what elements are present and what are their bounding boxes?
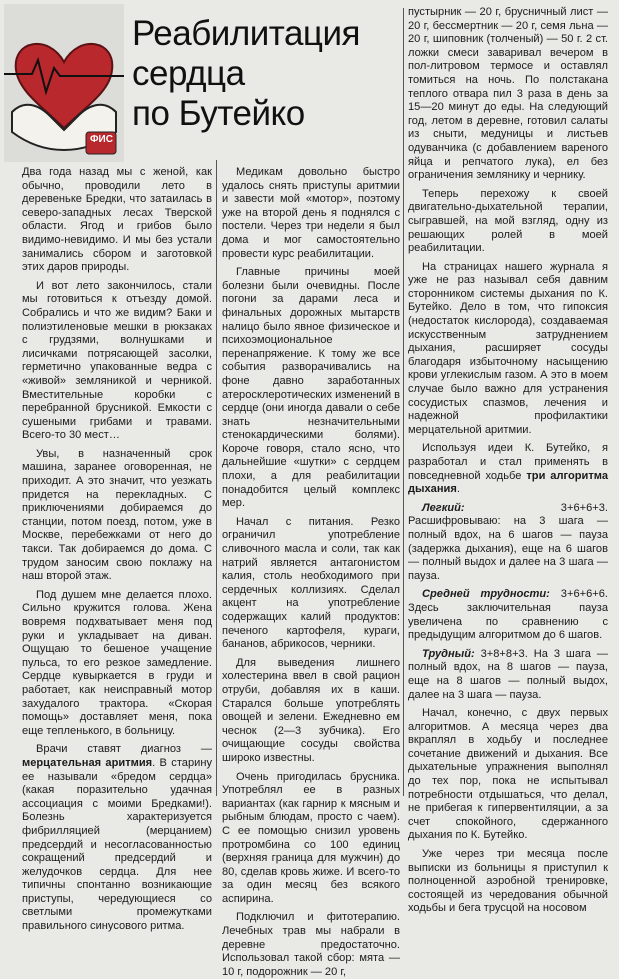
text: 3+6+6+6. Здесь заключительная пауза увеличена по сравнению с предыдущим алгоритмом до 6 шагов. xyxy=(408,588,609,642)
article-column-3 xyxy=(408,6,609,915)
paragraph xyxy=(408,502,608,584)
algorithm-label: Трудный: xyxy=(422,647,475,660)
title-line-2: сердца xyxy=(132,54,245,93)
paragraph: Увы, в назначенный срок машина, заранее оговоренная, не приходит. А это значит, что уезжать придется на перекладных. С приключениями добираемся до станции, потом поезд, потом, уже в Москве, перебежками от него до такси. Так добираемся до дома. С трудом заносим свою поклажу на наш второй этаж. xyxy=(22,447,212,583)
text: 3+8+8+3. На 3 шага — полный вдох, на 8 шагов — пауза, еще на 8 шагов — полный выдох, далее на 3 шага — пауза. xyxy=(408,647,608,701)
paragraph: На страницах нашего журнала я уже не раз называл себя давним сторонником системы дыхания по К. Бутейко. Дело в том, что гипоксия (недостаток кислорода), создаваемая искусственным затруднением дыхания, расширяет сосуды благодаря избыточному насыщению крови углекислым газом. А это в моем случае было важно для устранения сосудистых спазмов, лечения и надежной профилактики мерцательной аритмии. xyxy=(408,260,608,436)
algorithm-label: Легкий: xyxy=(422,501,465,514)
paragraph: Подключил и фитотерапию. Лечебных трав мы набрали в деревне предостаточно. Использовал такой сбор: мята — 10 г, подорожник — 20 г, xyxy=(222,911,400,978)
paragraph xyxy=(408,442,608,496)
paragraph xyxy=(22,743,212,933)
paragraph: Для выведения лишнего холестерина ввел в свой рацион отруби, добавляя их в каши. Старался больше употреблять овощей и зелени. Ежедневно ем чеснок (2—3 зубчика). Его очищающие сосуды свойства широко известны. xyxy=(222,656,400,764)
column-divider xyxy=(216,160,217,796)
paragraph xyxy=(408,588,608,642)
diagnosis-term: мерцательная аритмия xyxy=(22,756,153,769)
paragraph: Очень пригодилась брусника. Употреблял ее в разных вариантах (как гарнир к мясным и рыбным блюдам, просто с чаем). С ее помощью снизил уровень протромбина со 100 единиц (верхняя граница для мужчин) до 80, сделав кровь жиже. И всего-то за один месяц без всякого аспирина. xyxy=(222,770,400,905)
paragraph: Под душем мне делается плохо. Сильно кружится голова. Жена вовремя подхватывает меня под руки и укладывает на диван. Ощущаю то бешеное учащение пульса, то его резкое замедление. Сердце кувыркается в груди и работает, как неисправный мотор захудалого трактора. «Скорая помощь» доставляет меня, пока еще тепленького, в больницу. xyxy=(22,588,212,737)
article-column-2 xyxy=(222,166,400,978)
title-line-1: Реабилитация xyxy=(132,14,360,53)
paragraph xyxy=(408,648,608,702)
paragraph: пустырник — 20 г, брусничный лист — 20 г, бессмертник — 20 г, семя льна — 20 г, шиповник (толченый) — 50 г. 2 ст. ложки смеси заваривал вечером в пол-литровом термосе и оставлял томиться на ночь. По полстакана теплого отвара пил 3 раза в день за 15—20 минут до еды. На следующий год, летом в деревне, готовил салаты из сныти, медуницы и листьев одуванчика (с добавлением вареного яйца и репчатого лука), ел без ограничения землянику и чернику. xyxy=(408,6,608,182)
text: . В старину ее называли «бредом сердца» (какая поразительно удачная ассоциация с моими Бредками!). Болезнь характеризуется фибрилляцией (мерцанием) предсердий и несогласованностью сокращений предсердий и желудочков сердца. Для нее типичны спонтанно возникающие приступы, чередующиеся со светлыми промежутками правильного синусового ритма. xyxy=(22,756,213,933)
article-column-1 xyxy=(22,166,213,933)
paragraph: Теперь перехожу к своей двигательно-дыхательной терапии, сыгравшей, на мой взгляд, одну из решающих ролей в моей реабилитации. xyxy=(408,187,608,255)
logo-badge: ФИС xyxy=(90,134,113,145)
paragraph: Два года назад мы с женой, как обычно, проводили лето в деревеньке Бредки, что затаилась в северо-западных лесах Тверской области. Ягод и грибов было видимо-невидимо. И мы без устали занимались сбором и заготовкой этих даров природы. xyxy=(22,166,212,274)
column-divider xyxy=(403,8,404,796)
paragraph: Уже через три месяца после выписки из больницы я приступил к полноценной аэробной тренировке, состоящей из чередования обычной ходьбы и бега трусцой на носовом xyxy=(408,848,608,915)
paragraph: Главные причины моей болезни были очевидны. После погони за дарами леса и финальных дорожных мытарств налицо было явное физическое и психоэмоциональное перенапряжение. К тому же все события разворачивались на фоне давно заработанных атеросклеротических изменений в сердце (они иногда давали о себе знать незначительными стенокардическими болями). Короче говоря, стало ясно, что дальнейшие «шутки» с сердцем плохи, а для реабилитации понадобится целый комплекс мер. xyxy=(222,266,400,510)
text: Используя идеи К. Бутейко, я разработал и стал применять в повседневной ходьбе xyxy=(408,442,608,482)
paragraph: Начал, конечно, с двух первых алгоритмов. А месяца через два вкраплял в ходьбу и последнее сочетание движений и дыхания. Все дыхательные упражнения выполнял до тех пор, пока не испытывал потребности отдышаться, что делал, не прибегая к гипервентиляции, а за счет спокойного, сдержанного дыхания по К. Бутейко. xyxy=(408,707,608,842)
text: . xyxy=(456,483,460,496)
text: 3+6+6+3. Расшифровываю: на 3 шага — полный вдох, на 6 шагов — пауза (задержка дыхания), еще на 6 шагов — полный выдох и далее на 3 шага — пауза. xyxy=(408,501,608,582)
text: Врачи ставят диагноз — xyxy=(36,743,212,756)
algorithm-label: Средней трудности: xyxy=(422,588,550,601)
title-line-3: по Бутейко xyxy=(132,94,305,133)
highlight: три алгоритма дыхания xyxy=(408,469,609,496)
paragraph: И вот лето закончилось, стали мы готовиться к отъезду домой. Собрались и что же видим? Баки и полиэтиленовые мешки в рюкзаках с грудзями, волнушками и лисичками потрясающей засолки, герметично упакованные ведра с «живой» земляникой и черникой. Вместительные коробки с перебранной брусникой. Емкости с сушеными грибами и травами. Всего-то 30 мест… xyxy=(22,279,212,442)
paragraph: Начал с питания. Резко ограничил употребление сливочного масла и соли, так как натрий является антагонистом калия, столь необходимого при сердечных коллизиях. Сделал акцент на употребление содержащих калий продуктов: печеного картофеля, кураги, бананов, абрикосов, черники. xyxy=(222,515,400,651)
paragraph: Медикам довольно быстро удалось снять приступы аритмии и завести мой «мотор», поэтому уже на второй день я поднялся с постели. Через три недели я был дома и мог самостоятельно провести курс реабилитации. xyxy=(222,166,400,260)
article-title xyxy=(132,14,360,134)
